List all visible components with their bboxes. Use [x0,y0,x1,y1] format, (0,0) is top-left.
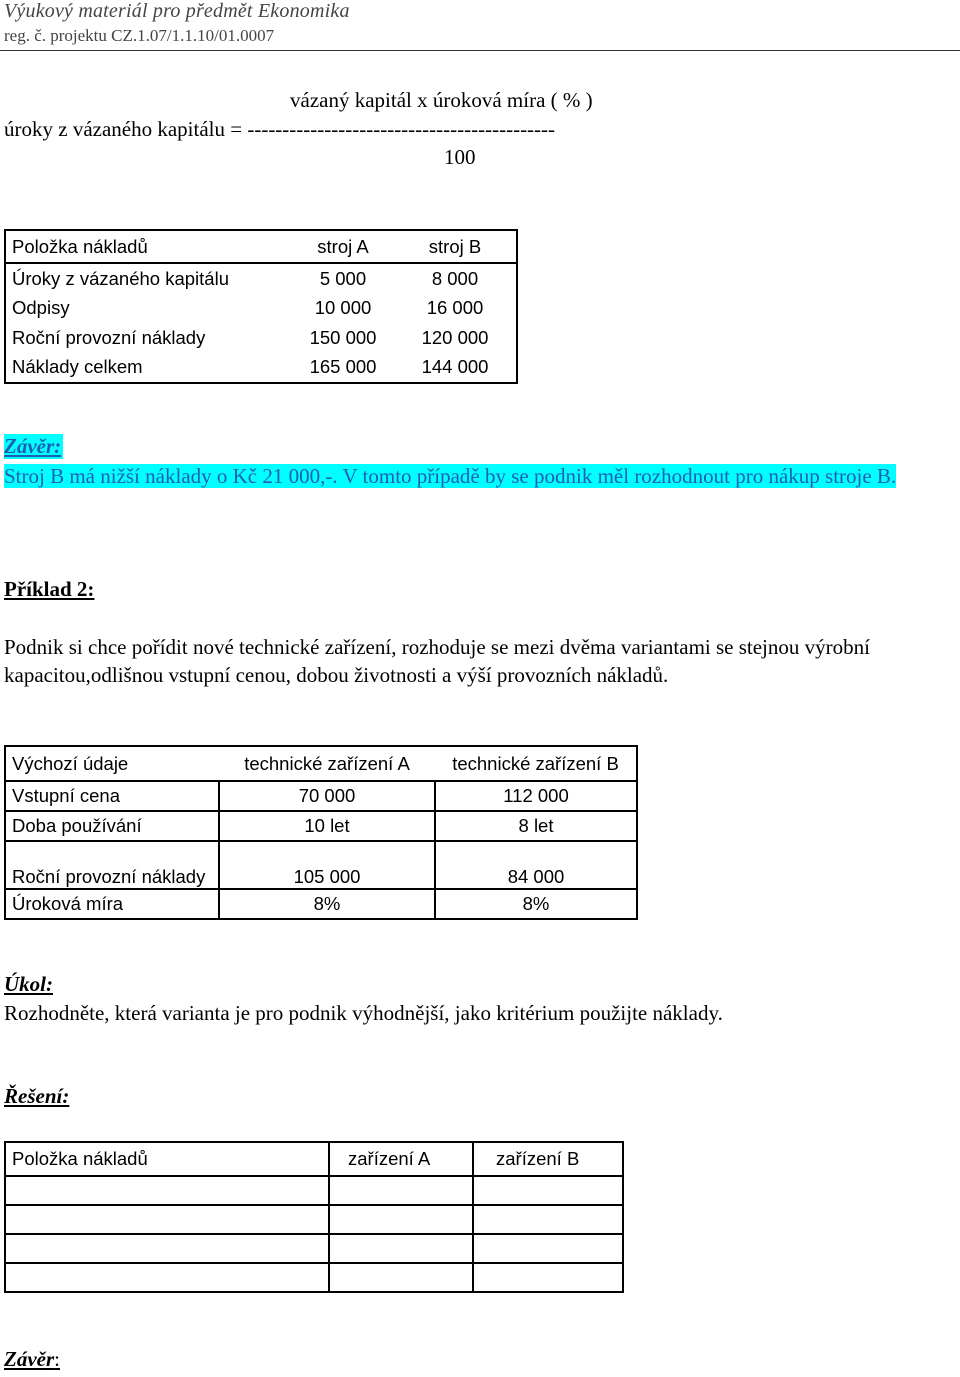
table-cell: Doba používání [5,811,219,841]
table-cell: 105 000 [219,841,435,889]
header-cell: stroj A [292,230,394,263]
empty-cell [329,1263,473,1292]
table-row [5,1263,623,1292]
document-header-title: Výukový materiál pro předmět Ekonomika [4,0,350,22]
table-cell: 112 000 [435,781,637,811]
table-cell: Vstupní cena [5,781,219,811]
header-cell: Položka nákladů [5,230,292,263]
table-row [5,323,517,353]
table-cell: Odpisy [12,297,70,319]
conclusion-2-heading [4,1347,60,1372]
table-cell: Úroky z vázaného kapitálu [12,267,229,289]
table-cell: 165 000 [309,356,377,378]
table-cell: Úroková míra [5,889,219,919]
header-cell: technické zařízení B [435,746,637,781]
solution-heading: Řešení: [4,1084,70,1108]
table-row [5,294,517,324]
table-row [5,1176,623,1205]
table-cell: 84 000 [435,841,637,889]
conclusion-text-highlight: Stroj B má nižší náklady o Kč 21 000,-. V tomto případě by se podnik měl rozhodnout pro nákup stroje B. [4,464,897,488]
table-row [5,1205,623,1234]
machine-cost-table [4,229,518,384]
table-cell: 8% [219,889,435,919]
table-row [5,263,517,294]
table-cell: 8% [435,889,637,919]
header-cell: zařízení A [329,1142,473,1176]
table-cell: 144 000 [421,356,489,378]
empty-cell [5,1176,329,1205]
header-cell: stroj B [394,230,517,263]
table-header-row [5,1142,623,1176]
formula-left-side: úroky z vázaného kapitálu = -------------------------------------------- [4,117,556,141]
table-row [5,811,637,841]
header-divider [0,50,960,51]
header-cell: technické zařízení A [219,746,435,781]
table-cell: Náklady celkem [12,356,143,378]
table-cell: 150 000 [309,326,377,348]
table-row [5,841,637,889]
empty-cell [329,1234,473,1263]
table-cell: 70 000 [219,781,435,811]
table-row [5,781,637,811]
header-cell: Výchozí údaje [5,746,219,781]
empty-cell [5,1205,329,1234]
task-text: Rozhodněte, která varianta je pro podnik výhodnější, jako kritérium použijte náklady. [4,1001,723,1025]
task-heading: Úkol: [4,972,53,996]
empty-cell [5,1234,329,1263]
table-cell: 10 000 [314,297,372,319]
table-cell: 5 000 [319,267,367,289]
empty-cell [5,1263,329,1292]
conclusion-2-heading-text: Závěr [4,1347,55,1371]
table-cell: Roční provozní náklady [5,841,219,889]
equipment-input-table [4,745,638,920]
table-cell: 16 000 [426,297,484,319]
empty-cell [473,1234,623,1263]
empty-cell [473,1205,623,1234]
empty-cell [473,1176,623,1205]
table-row [5,353,517,384]
empty-cell [329,1176,473,1205]
empty-cell [473,1263,623,1292]
table-cell: Roční provozní náklady [12,326,206,348]
table-row [5,889,637,919]
table-header-row [5,230,517,263]
example-2-heading: Příklad 2: [4,577,95,601]
table-cell: 10 let [219,811,435,841]
conclusion-2-colon: : [54,1347,60,1371]
header-cell: Položka nákladů [5,1142,329,1176]
empty-cell [329,1205,473,1234]
document-header-project-number: reg. č. projektu CZ.1.07/1.1.10/01.0007 [4,26,275,45]
formula-denominator: 100 [444,145,476,169]
conclusion-text [4,462,956,491]
conclusion-heading: Závěr: [4,434,62,458]
table-cell: 120 000 [421,326,489,348]
header-cell: zařízení B [473,1142,623,1176]
solution-cost-table [4,1141,624,1293]
table-cell: 8 000 [431,267,479,289]
formula-numerator: vázaný kapitál x úroková míra ( % ) [290,88,593,112]
table-cell: 8 let [435,811,637,841]
example-2-text: Podnik si chce pořídit nové technické zařízení, rozhoduje se mezi dvěma variantami se stejnou výrobní kapacitou,odlišnou vstupní cenou, dobou životnosti a výší provozních nákladů. [4,635,870,687]
table-header-row [5,746,637,781]
table-row [5,1234,623,1263]
